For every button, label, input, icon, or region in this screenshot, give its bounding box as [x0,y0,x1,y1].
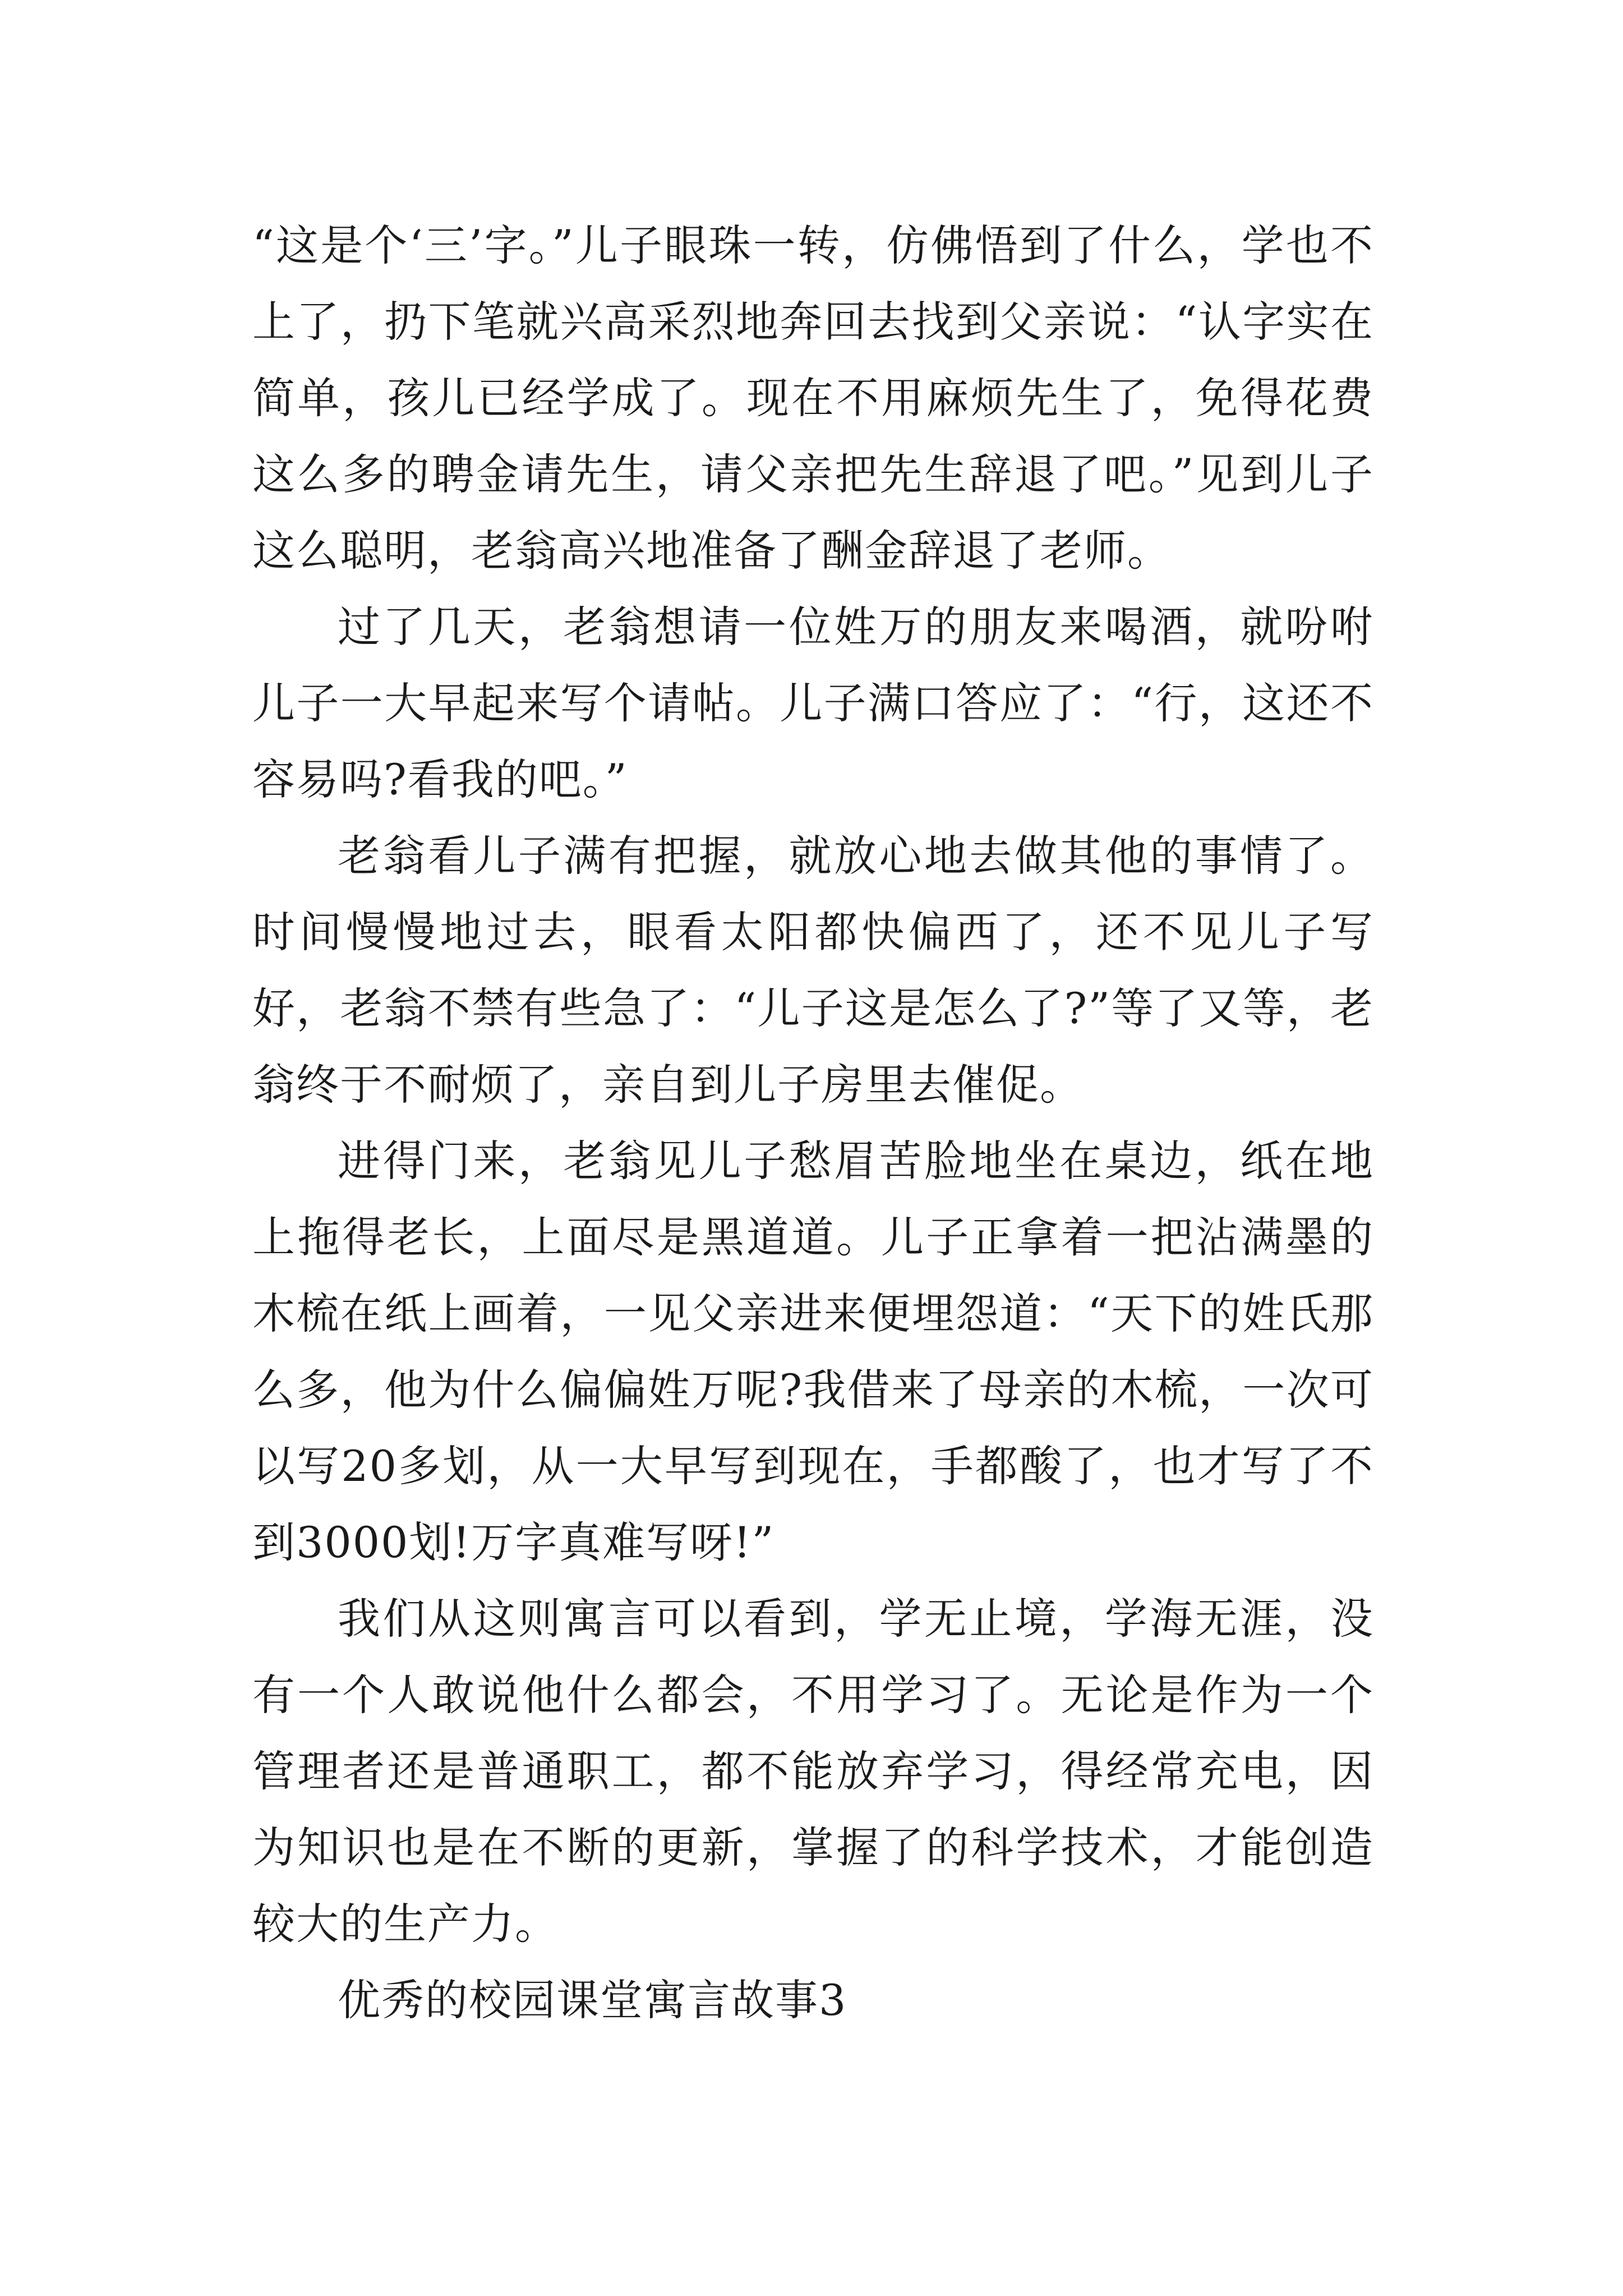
paragraph-1: “这是个‘三’字。”儿子眼珠一转，仿佛悟到了什么，学也不上了，扔下笔就兴高采烈地奔回去找到父亲说：“认字实在简单，孩儿已经学成了。现在不用麻烦先生了，免得花费这么多的聘金请先生，请父亲把先生辞退了吧。”见到儿子这么聪明，老翁高兴地准备了酬金辞退了老师。 [252,220,1374,576]
paragraph-2: 过了几天，老翁想请一位姓万的朋友来喝酒，就吩咐儿子一大早起来写个请帖。儿子满口答应了：“行，这还不容易吗?看我的吧。” [252,602,1374,804]
paragraph-4: 进得门来，老翁见儿子愁眉苦脸地坐在桌边，纸在地上拖得老长，上面尽是黑道道。儿子正拿着一把沾满墨的木梳在纸上画着，一见父亲进来便埋怨道：“天下的姓氏那么多，他为什么偏偏姓万呢?我借来了母亲的木梳，一次可以写20多划，从一大早写到现在，手都酸了，也才写了不到3000划!万字真难写呀!” [252,1136,1374,1567]
paragraph-3: 老翁看儿子满有把握，就放心地去做其他的事情了。时间慢慢地过去，眼看太阳都快偏西了，还不见儿子写好，老翁不禁有些急了：“儿子这是怎么了?”等了又等，老翁终于不耐烦了，亲自到儿子房里去催促。 [252,831,1374,1110]
paragraph-5: 我们从这则寓言可以看到，学无止境，学海无涯，没有一个人敢说他什么都会，不用学习了。无论是作为一个管理者还是普通职工，都不能放弃学习，得经常充电，因为知识也是在不断的更新，掌握了的科学技术，才能创造较大的生产力。 [252,1594,1374,1949]
document-body [252,208,1374,2039]
section-heading: 优秀的校园课堂寓言故事3 [338,1975,847,2025]
